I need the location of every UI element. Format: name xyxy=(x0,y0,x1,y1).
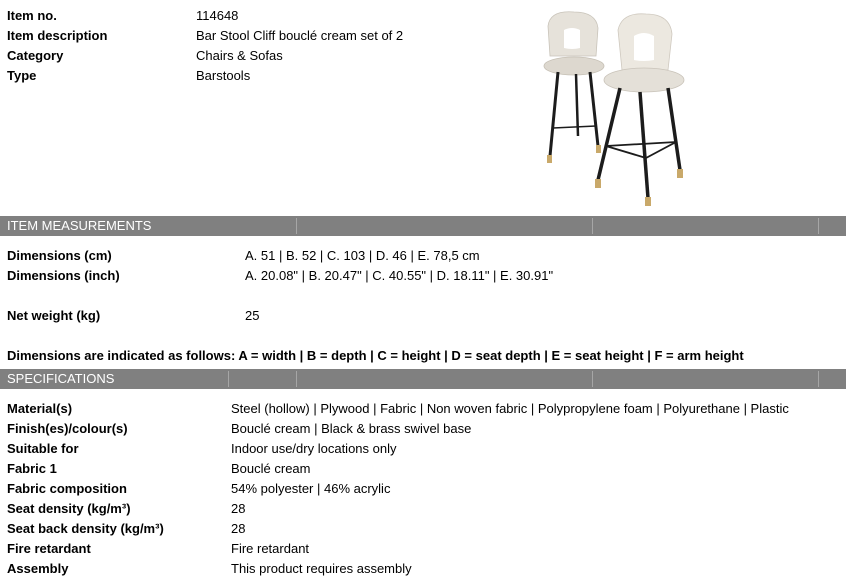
item-no-value: 114648 xyxy=(196,8,239,23)
category-value: Chairs & Sofas xyxy=(196,48,283,63)
spec-label: Assembly xyxy=(7,561,69,576)
net-weight-value: 25 xyxy=(245,308,260,323)
dimensions-legend: Dimensions are indicated as follows: A = width | B = depth | C = height | D = seat depth | E = seat height | F = arm height xyxy=(7,348,744,363)
back-stool xyxy=(544,12,604,163)
spec-value: Bouclé cream xyxy=(231,461,311,476)
item-no-label: Item no. xyxy=(7,8,57,23)
bar-stool-icon xyxy=(536,8,686,213)
spec-label: Seat density (kg/m³) xyxy=(7,501,131,516)
dimensions-inch-label: Dimensions (inch) xyxy=(7,268,120,283)
specifications-bar xyxy=(0,369,846,389)
category-label: Category xyxy=(7,48,64,63)
spec-value: 54% polyester | 46% acrylic xyxy=(231,481,391,496)
spec-value: Fire retardant xyxy=(231,541,310,556)
bar-divider xyxy=(818,218,819,234)
spec-value: This product requires assembly xyxy=(231,561,412,576)
specifications-title: SPECIFICATIONS xyxy=(7,371,115,386)
spec-label: Fire retardant xyxy=(7,541,91,556)
spec-label: Fabric composition xyxy=(7,481,127,496)
bar-divider xyxy=(592,218,593,234)
item-measurements-title: ITEM MEASUREMENTS xyxy=(7,218,152,233)
bar-divider xyxy=(296,218,297,234)
spec-value: Bouclé cream | Black & brass swivel base xyxy=(231,421,472,436)
spec-value: 28 xyxy=(231,501,246,516)
spec-value: Steel (hollow) | Plywood | Fabric | Non woven fabric | Polypropylene foam | Polyurethane | Plastic xyxy=(231,401,789,416)
bar-divider xyxy=(818,371,819,387)
spec-label: Material(s) xyxy=(7,401,73,416)
spec-value: 28 xyxy=(231,521,246,536)
dimensions-cm-label: Dimensions (cm) xyxy=(7,248,112,263)
dimensions-cm-value: A. 51 | B. 52 | C. 103 | D. 46 | E. 78,5 cm xyxy=(245,248,480,263)
bar-divider xyxy=(296,371,297,387)
net-weight-label: Net weight (kg) xyxy=(7,308,101,323)
dimensions-inch-value: A. 20.08" | B. 20.47" | C. 40.55" | D. 18.11" | E. 30.91" xyxy=(245,268,554,283)
item-description-value: Bar Stool Cliff bouclé cream set of 2 xyxy=(196,28,404,43)
front-stool xyxy=(595,14,684,206)
item-measurements-bar xyxy=(0,216,846,236)
bar-divider xyxy=(592,371,593,387)
spec-value: Indoor use/dry locations only xyxy=(231,441,397,456)
bar-divider xyxy=(228,371,229,387)
item-description-label: Item description xyxy=(7,28,108,43)
spec-label: Suitable for xyxy=(7,441,79,456)
type-label: Type xyxy=(7,68,37,83)
spec-label: Fabric 1 xyxy=(7,461,57,476)
spec-label: Finish(es)/colour(s) xyxy=(7,421,128,436)
type-value: Barstools xyxy=(196,68,251,83)
spec-label: Seat back density (kg/m³) xyxy=(7,521,164,536)
